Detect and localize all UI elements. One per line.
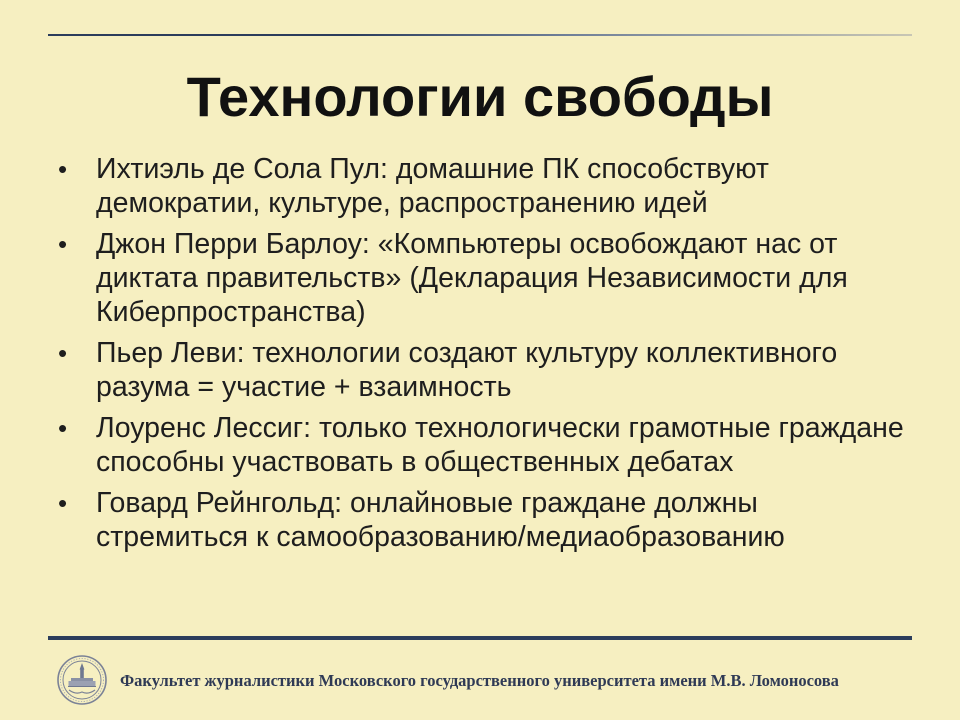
university-seal-icon (56, 654, 108, 706)
slide-title: Технологии свободы (186, 65, 774, 128)
bullet-item (58, 336, 908, 404)
bullet-dot-icon: • (58, 154, 68, 184)
bullet-dot-icon: • (58, 229, 68, 259)
bullet-item (58, 486, 908, 554)
bullet-text: Говард Рейнгольд: онлайновые граждане должны стремиться к самообразованию/медиаобразованию (96, 487, 785, 553)
bullet-text: Пьер Леви: технологии создают культуру коллективного разума = участие + взаимность (96, 337, 838, 403)
footer (56, 652, 916, 708)
bullet-dot-icon: • (58, 338, 68, 368)
top-divider (48, 34, 912, 36)
bullet-text: Джон Перри Барлоу: «Компьютеры освобождают нас от диктата правительств» (Декларация Независимости для Киберпространства) (96, 228, 848, 328)
bullet-item (58, 411, 908, 479)
bullet-item (58, 152, 908, 220)
bullet-dot-icon: • (58, 488, 68, 518)
bullet-dot-icon: • (58, 413, 68, 443)
bullet-text: Ихтиэль де Сола Пул: домашние ПК способствуют демократии, культуре, распространению идей (96, 153, 769, 219)
footer-caption: Факультет журналистики Московского государственного университета имени М.В. Ломоносова (120, 671, 839, 690)
bullet-list (58, 152, 908, 561)
bottom-divider (48, 636, 912, 640)
bullet-text: Лоуренс Лессиг: только технологически грамотные граждане способны участвовать в общественных дебатах (96, 412, 904, 478)
bullet-item (58, 227, 908, 329)
